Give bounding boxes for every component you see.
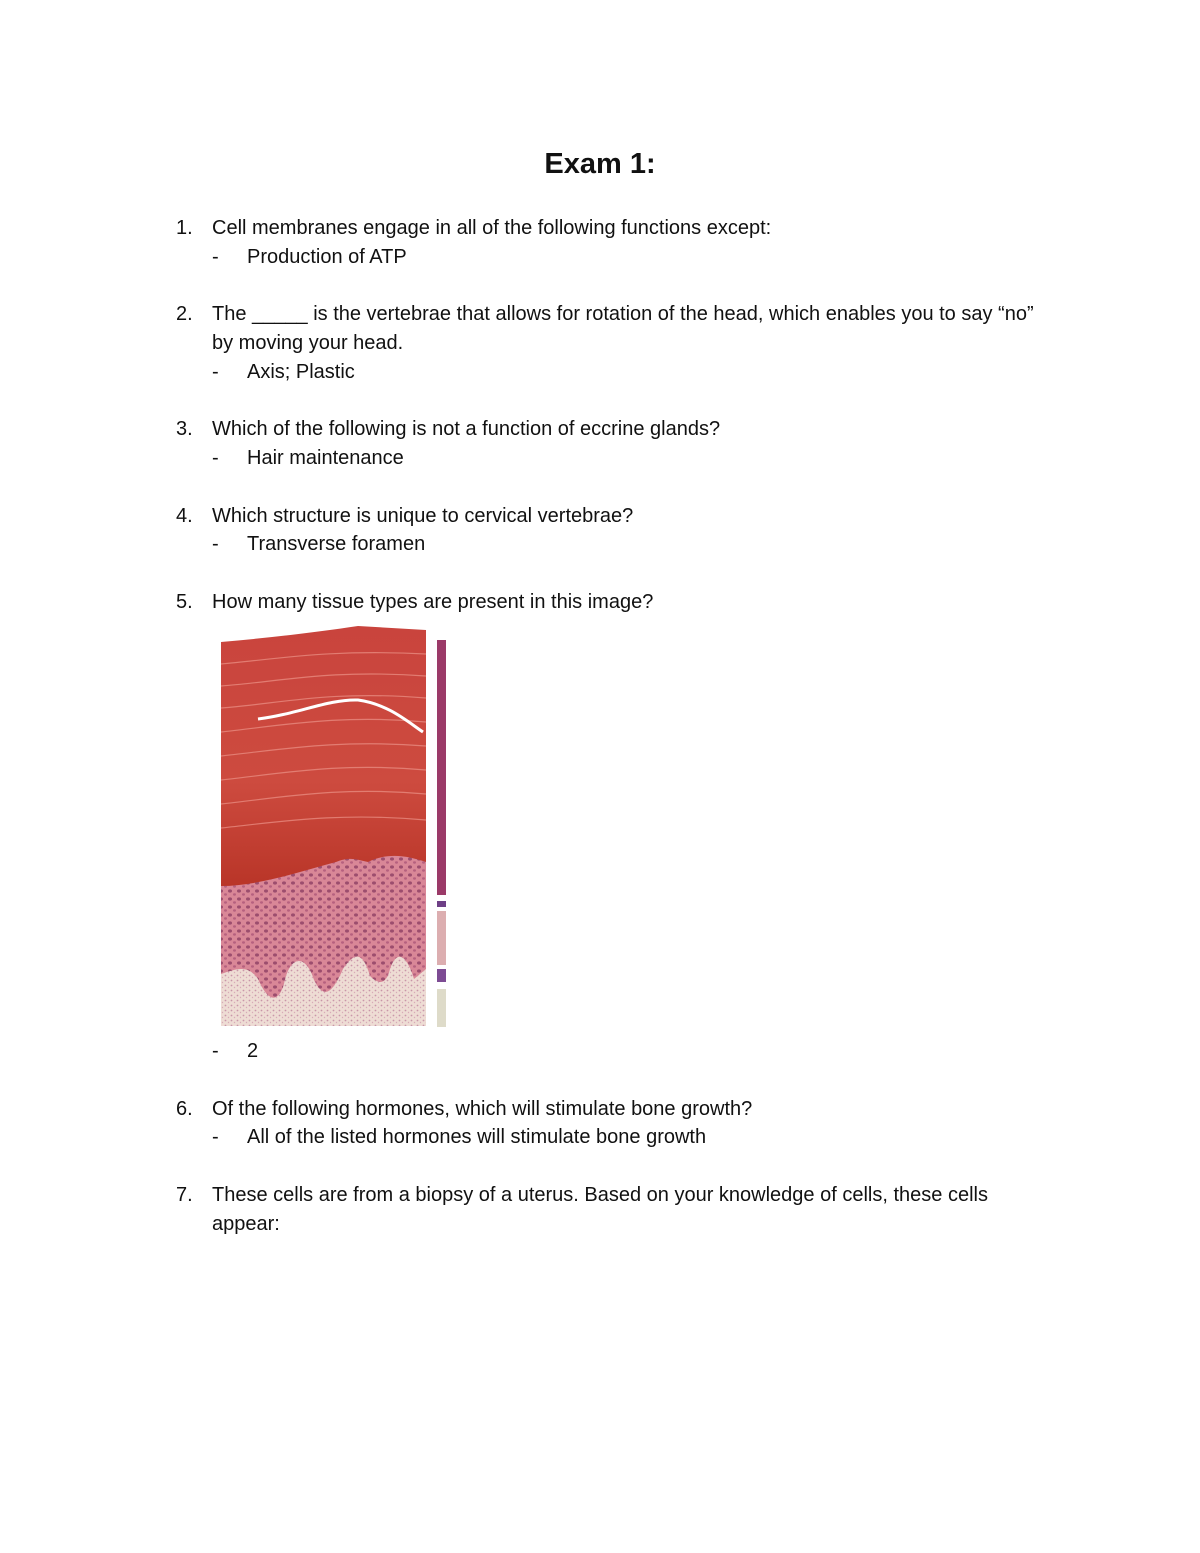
question-text: Which structure is unique to cervical vertebrae? [212,505,634,527]
answer-dash: - [212,533,219,555]
epithelium-histology-image [218,624,450,1028]
answer-dash: - [212,361,219,383]
page-title: Exam 1: [544,148,656,180]
answer-6 [212,1123,706,1152]
question-1 [176,214,1056,243]
question-number: 7. [176,1184,193,1206]
question-number: 5. [176,591,193,613]
answer-4 [212,530,425,559]
answer-dash: - [212,246,219,268]
question-number: 3. [176,418,193,440]
stratum-bar [437,640,446,895]
question-text: Cell membranes engage in all of the following functions except: [212,217,772,239]
answer-text: All of the listed hormones will stimulate bone growth [247,1126,707,1148]
answer-2 [212,358,355,387]
purple-bar [437,969,446,982]
question-text: Of the following hormones, which will stimulate bone growth? [212,1098,753,1120]
answer-dash: - [212,447,219,469]
question-number: 2. [176,303,193,325]
question-number: 4. [176,505,193,527]
question-7 [176,1181,1056,1239]
question-text: These cells are from a biopsy of a uterus. Based on your knowledge of cells, these cells appear: [212,1184,988,1235]
answer-text: Hair maintenance [247,447,404,469]
answer-text: Transverse foramen [247,533,426,555]
tissue-illustration [218,624,450,1028]
question-3 [176,415,1056,444]
question-text: Which of the following is not a function of eccrine glands? [212,418,721,440]
question-number: 1. [176,217,193,239]
question-5 [176,588,1056,617]
answer-1 [212,243,407,272]
answer-3 [212,444,404,473]
answer-5 [212,1037,258,1066]
answer-dash: - [212,1126,219,1148]
answer-text: Production of ATP [247,246,407,268]
answer-dash: - [212,1040,219,1062]
question-text: The _____ is the vertebrae that allows for rotation of the head, which enables you to say “no” by moving your head. [212,303,1034,354]
answer-text: Axis; Plastic [247,361,355,383]
answer-text: 2 [247,1040,259,1062]
question-text: How many tissue types are present in this image? [212,591,654,613]
question-2 [176,300,1056,358]
light-pink-bar [437,911,446,965]
question-number: 6. [176,1098,193,1120]
beige-bar [437,989,446,1027]
question-4 [176,502,1056,531]
thin-bar [437,901,446,907]
question-6 [176,1095,1056,1124]
